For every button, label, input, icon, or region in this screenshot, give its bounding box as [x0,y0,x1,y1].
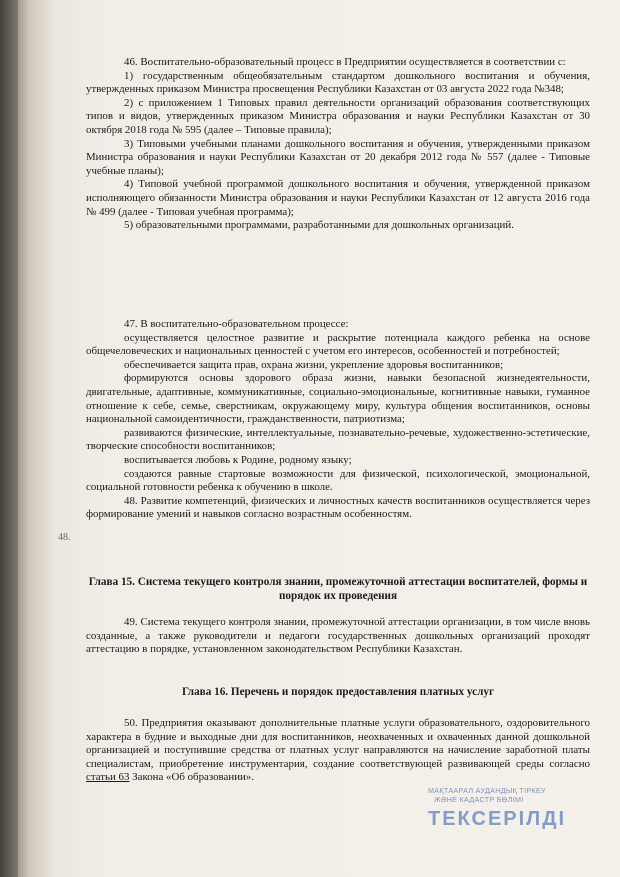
paragraph: осуществляется целостное развитие и раскрытие потенциала каждого ребенка на основе общечеловеческих и национальных ценностей с учетом его интересов, особенностей и потребностей; [86,331,590,358]
stamp-verified-text: ТЕКСЕРІЛДІ [428,808,567,830]
chapter-15-heading: Глава 15. Система текущего контроля знании, промежуточной аттестации воспитателей, формы и порядок их проведения [88,576,588,602]
paragraph: обеспечивается защита прав, охрана жизни, укрепление здоровья воспитанников; [124,358,504,371]
paragraph: 2) с приложением 1 Типовых правил деятельности организаций образования соответствующих типов и видов, утвержденных приказом Министра образования и науки Республики Казахстан от 30 октября 2018 года № 595 (далее – Типовые правила); [86,96,590,136]
paragraph: 46. Воспитательно-образовательный процесс в Предприятии осуществляется в соответствии с: [124,56,566,68]
paragraph: воспитывается любовь к Родине, родному языку; [124,453,352,466]
paragraph-text: Закона «Об образовании». [129,771,255,784]
paragraph: 48. Развитие компетенций, физических и личностных качеств воспитанников осуществляется через формирование умений и навыков согласно возрастным особенностям. [86,494,590,521]
paragraph: 5) образовательными программами, разработанными для дошкольных организаций. [124,219,514,232]
margin-mark: 48. [58,532,71,543]
paragraph: 4) Типовой учебной программой дошкольного воспитания и обучения, утвержденной приказом исполняющего обязанности Министра образования и науки Республики Казахстан от 12 августа 2016 года № 499 (далее - Типовая учебная программа); [86,178,590,218]
paragraph: создаются равные стартовые возможности для физической, психологической, эмоциональной, социальной готовности ребенка к обучению в школе. [86,467,590,494]
paragraph: 47. В воспитательно-образовательном процессе: [124,318,349,330]
stamp-line: ЖӘНЕ КАДАСТР БӨЛІМІ [434,795,524,804]
chapter-16-heading: Глава 16. Перечень и порядок предоставления платных услуг [181,686,495,698]
stamp-line: МАҚТААРАЛ АУДАНДЫҚ ТІРКЕУ [428,786,546,795]
paragraph [86,717,590,785]
paragraph: 3) Типовыми учебными планами дошкольного воспитания и обучения, утвержденными приказом Министра образования и науки Республики Казахстан от 20 декабря 2012 года № 557 (далее - Типовые учебные планы); [86,137,590,177]
paragraph: развиваются физические, интеллектуальные, познавательно-речевые, художественно-эстетические, творческие способности воспитанников; [86,426,590,453]
section-46 [86,56,590,233]
section-50 [86,717,590,785]
paragraph-text: 50. Предприятия оказывают дополнительные платные услуги образовательного, оздоровительного характера в будние и выходные дни для воспитанников, неохваченных и охваченных данной дошкольной организацией и поступившие средства от платных услуг направляются на начисление заработной платы специалистам, приобретение инструментария, создание соответствующей развивающей среды согласно [86,717,590,770]
paragraph: формируются основы здорового образа жизни, навыки безопасной жизнедеятельности, двигательные, адаптивные, коммуникативные, социально-эмоциональные, когнитивные навыки, гуманное отношение к себе, семье, сверстникам, окружающему миру, культура общения воспитанников, основы национальной самоидентичности, гражданственности, патриотизма; [86,372,590,426]
paragraph: 1) государственным общеобязательным стандартом дошкольного воспитания и обучения, утвержденных приказом Министра просвещения Республики Казахстан от 03 августа 2022 года №348; [86,69,590,96]
section-47 [86,318,590,522]
section-49 [86,616,590,657]
verification-stamp [424,786,584,844]
law-article-link[interactable]: статьи 63 [86,771,130,784]
paragraph: 49. Система текущего контроля знании, промежуточной аттестации организации, в том числе вновь созданные, а также руководители и педагоги государственных дошкольных организаций проходят аттестацию в порядке, установленном законодательством Республики Казахстан. [86,616,590,656]
binding-shadow [0,0,18,877]
